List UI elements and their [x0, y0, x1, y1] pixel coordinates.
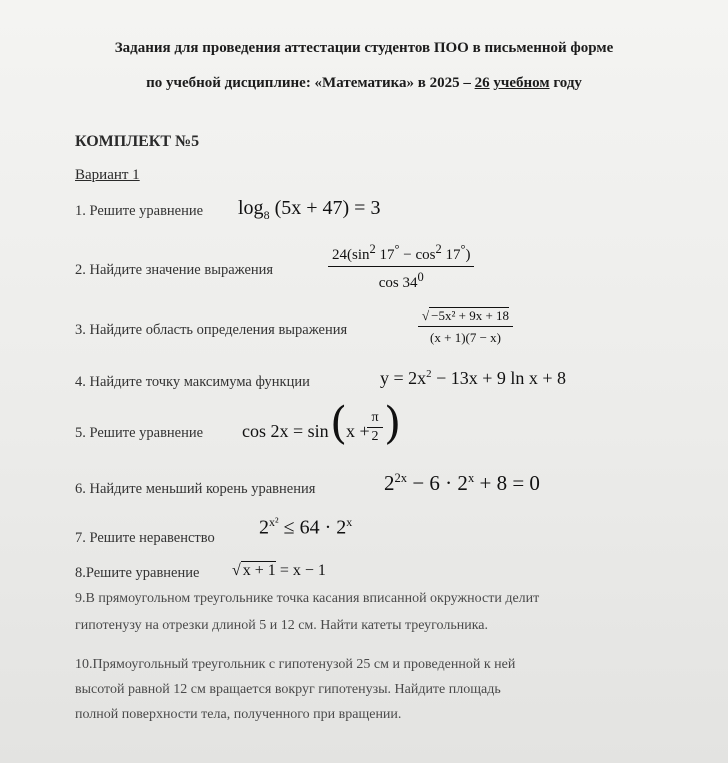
task-3-text: 3. Найдите область определения выражения: [75, 322, 348, 338]
log-symbol: log: [238, 197, 264, 219]
task-7-formula: $2^{x^2} \le 64 \cdot 2^x$: [259, 515, 353, 539]
task-1-formula: [238, 197, 380, 223]
task-9-line-2: гипотенузу на отрезки длиной 5 и 12 см. Найти катеты треугольника.: [75, 618, 489, 633]
task-2-text: 2. Найдите значение выражения: [75, 262, 274, 278]
komplekt-title: КОМПЛЕКТ №5: [75, 133, 200, 150]
task-3-fraction: [418, 308, 513, 346]
header-line-2: [0, 75, 728, 92]
log-base: 8: [263, 208, 270, 222]
header-word-underlined: учебном: [493, 75, 550, 91]
task-2-denominator: $\cos 34^0$: [378, 270, 424, 291]
task-10-line-2: высотой равной 12 см вращается вокруг гипотенузы. Найдите площадь: [75, 682, 501, 697]
task-8-radicand: x + 1: [242, 562, 276, 579]
task-9-line-1: 9.В прямоугольном треугольнике точка касания вписанной окружности делит: [75, 591, 540, 606]
task-8-text: 8.Решите уравнение: [75, 565, 200, 581]
task-9-paragraph: [75, 589, 687, 636]
header-year: 26: [474, 75, 490, 91]
task-8-formula: √ x + 1 = x − 1: [232, 562, 326, 579]
task-6-text: 6. Найдите меньший корень уравнения: [75, 481, 316, 497]
task-5-inner: x +: [346, 421, 370, 441]
task-10-paragraph: [75, 655, 687, 725]
task-5-pi-fraction: $\frac{\pi}{2}$: [367, 410, 383, 445]
task-1-text: 1. Решите уравнение: [75, 203, 204, 219]
task-3-numerator: √ −5x² + 9x + 18: [418, 308, 513, 327]
task-10-line-3: полной поверхности тела, полученного при вращении.: [75, 707, 402, 722]
header-line-1: Задания для проведения аттестации студентов ПОО в письменной форме: [114, 40, 614, 56]
header-line-2-prefix: по учебной дисциплине: «Математика» в 2025 –: [146, 75, 475, 91]
task-1-expression: (5x + 47) = 3: [274, 197, 381, 219]
task-5-right-paren: ): [384, 398, 402, 449]
task-3-denominator: (x + 1)(7 − x): [430, 330, 502, 345]
pi-symbol: π: [367, 410, 383, 428]
task-5-left-paren: (: [330, 398, 348, 449]
task-5-lhs: cos 2x = sin: [242, 421, 329, 441]
header-line-2-suffix: году: [553, 75, 582, 91]
task-5-text: 5. Решите уравнение: [75, 425, 204, 441]
variant-title: Вариант 1: [75, 167, 140, 183]
task-2-fraction: [328, 242, 474, 292]
task-6-formula: $2^{2x} - 6 \cdot 2^x + 8 = 0$: [384, 471, 540, 495]
task-4-formula: $y = 2x^2 - 13x + 9$ ln x + 8: [380, 368, 567, 388]
task-10-line-1: 10.Прямоугольный треугольник с гипотенузой 25 см и проведенной к ней: [75, 657, 516, 672]
task-7-text: 7. Решите неравенство: [75, 530, 215, 546]
task-2-numerator: $24(\sin^2$ $17^\circ - \cos^2 17^\circ$): [328, 242, 474, 267]
task-4-text: 4. Найдите точку максимума функции: [75, 374, 310, 390]
